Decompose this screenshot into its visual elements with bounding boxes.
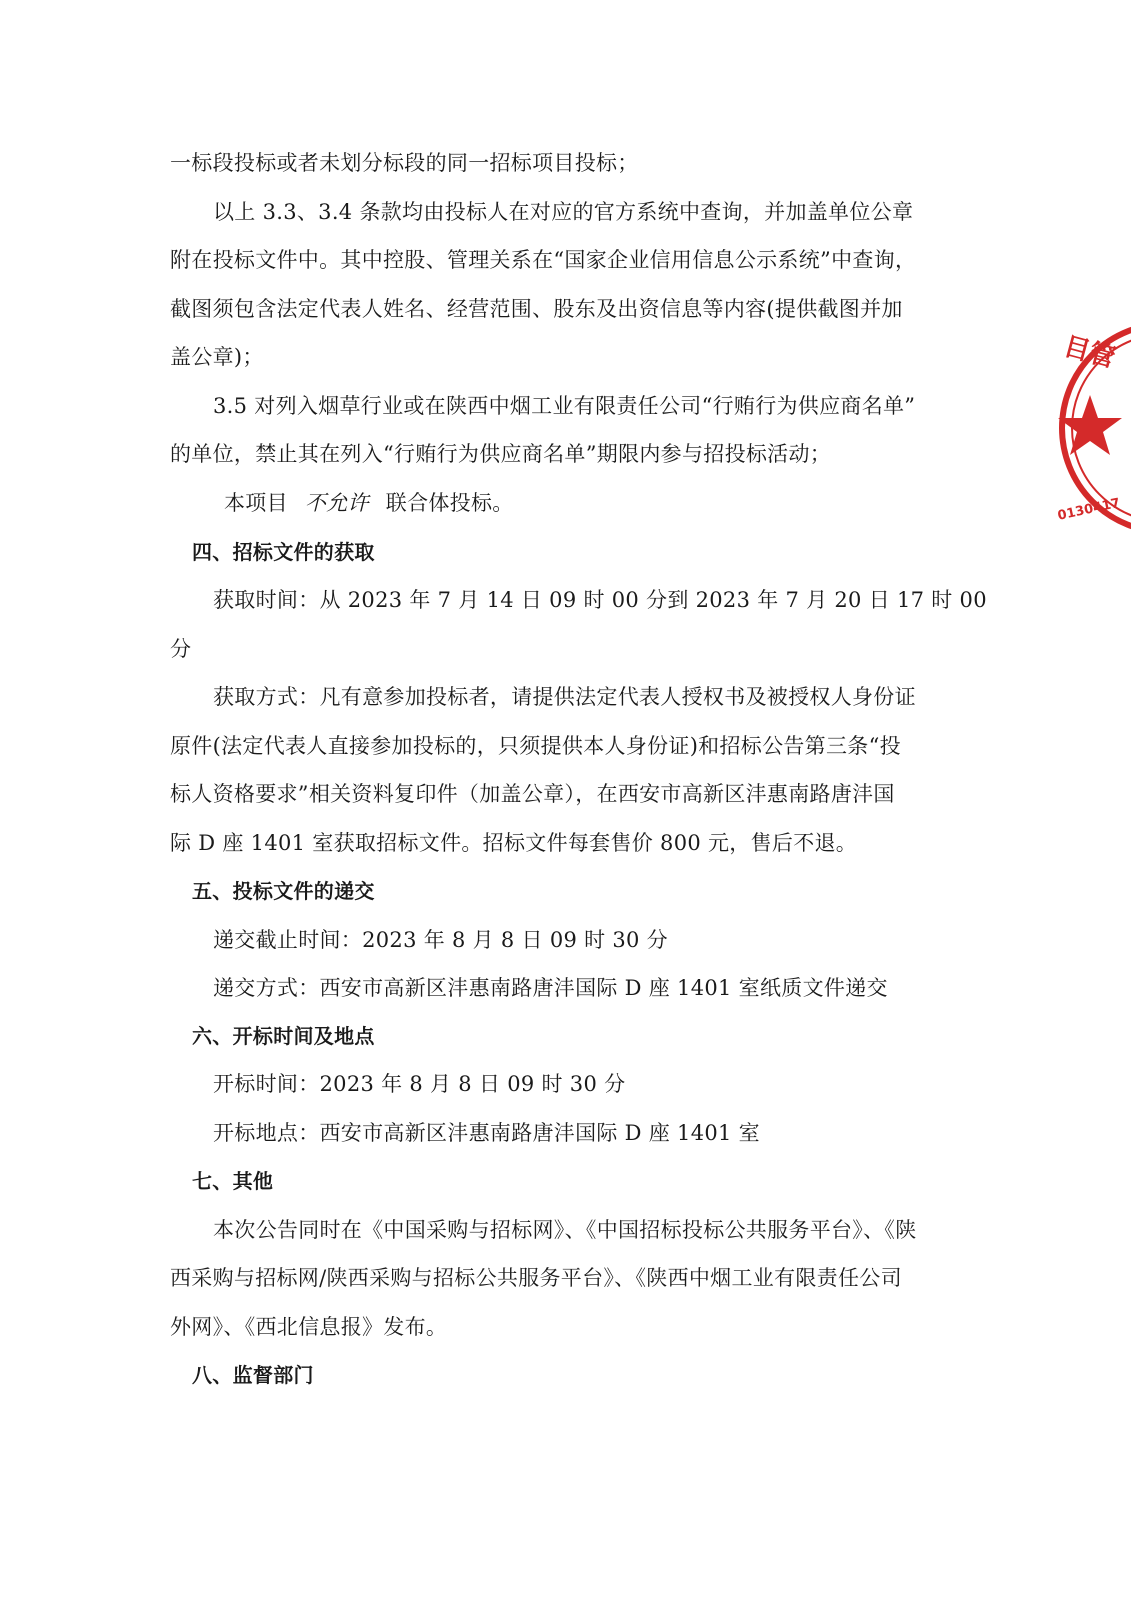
paragraph-line: 截图须包含法定代表人姓名、经营范围、股东及出资信息等内容(提供截图并加 — [170, 297, 903, 321]
acquire-method-line: 标人资格要求”相关资料复印件（加盖公章），在西安市高新区沣惠南路唐沣国 — [170, 782, 895, 806]
submit-method: 递交方式：西安市高新区沣惠南路唐沣国际 D 座 1401 室纸质文件递交 — [213, 976, 888, 1000]
other-line: 西采购与招标网/陕西采购与招标公共服务平台》、《陕西中烟工业有限责任公司 — [170, 1266, 902, 1290]
paragraph-line: 附在投标文件中。其中控股、管理关系在“国家企业信用信息公示系统”中查询， — [170, 248, 917, 272]
company-seal-stamp — [1056, 318, 1131, 538]
acquire-method-line: 际 D 座 1401 室获取招标文件。招标文件每套售价 800 元，售后不退。 — [170, 831, 858, 855]
other-line: 本次公告同时在《中国采购与招标网》、《中国招标投标公共服务平台》、《陕 — [213, 1218, 917, 1242]
acquire-method-line: 原件(法定代表人直接参加投标的，只须提供本人身份证)和招标公告第三条“投 — [170, 734, 901, 758]
section-heading-6: 六、开标时间及地点 — [192, 1024, 375, 1048]
paragraph-line: 以上 3.3、3.4 条款均由投标人在对应的官方系统中查询，并加盖单位公章 — [213, 200, 914, 224]
section-heading-5: 五、投标文件的递交 — [192, 879, 375, 903]
consortium-suffix: 联合体投标。 — [385, 491, 514, 515]
consortium-value: 不允许 — [304, 491, 369, 515]
seal-bottom-text: 0130417 — [1056, 495, 1122, 524]
consortium-line — [224, 488, 1004, 518]
paragraph-line: 的单位，禁止其在列入“行贿行为供应商名单”期限内参与招投标活动； — [170, 442, 832, 466]
submit-deadline: 递交截止时间：2023 年 8 月 8 日 09 时 30 分 — [213, 928, 668, 952]
acquire-time-line: 获取时间：从 2023 年 7 月 14 日 09 时 00 分到 2023 年 7 月 20 日 17 时 00 — [213, 588, 987, 612]
acquire-time-line: 分 — [170, 637, 192, 661]
opening-place: 开标地点：西安市高新区沣惠南路唐沣国际 D 座 1401 室 — [213, 1121, 760, 1145]
section-heading-8: 八、监督部门 — [192, 1363, 314, 1387]
acquire-method-line: 获取方式：凡有意参加投标者，请提供法定代表人授权书及被授权人身份证 — [213, 685, 916, 709]
paragraph-line: 3.5 对列入烟草行业或在陕西中烟工业有限责任公司“行贿行为供应商名单” — [213, 394, 916, 418]
other-line: 外网》、《西北信息报》发布。 — [170, 1315, 448, 1339]
paragraph-line: 盖公章)； — [170, 345, 264, 369]
seal-icon — [1056, 318, 1131, 538]
paragraph-line: 一标段投标或者未划分标段的同一招标项目投标； — [170, 151, 639, 175]
section-heading-7: 七、其他 — [192, 1169, 274, 1193]
consortium-prefix: 本项目 — [224, 491, 288, 515]
section-heading-4: 四、招标文件的获取 — [192, 540, 375, 564]
seal-top-text: 目管 — [1060, 331, 1119, 374]
opening-time: 开标时间：2023 年 8 月 8 日 09 时 30 分 — [213, 1072, 626, 1096]
